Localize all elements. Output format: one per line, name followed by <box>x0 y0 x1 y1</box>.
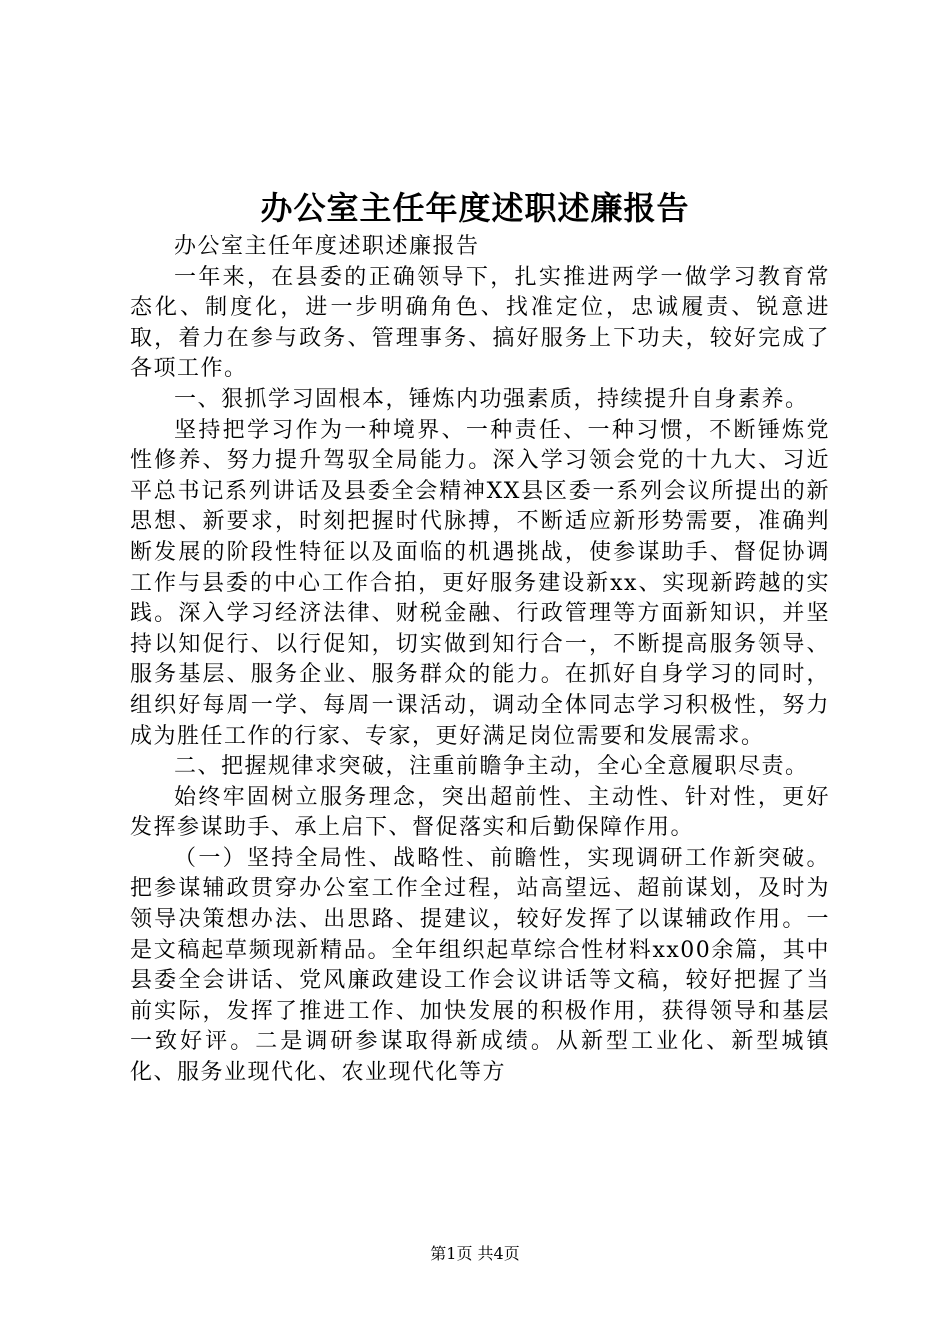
paragraph-research: （一）坚持全局性、战略性、前瞻性，实现调研工作新突破。把参谋辅政贯穿办公室工作全过程，站高望远、超前谋划，及时为领导决策想办法、出思路、提建议，较好发挥了以谋辅政作用。一是文稿起草频现新精品。全年组织起草综合性材料xx00余篇，其中县委全会讲话、党风廉政建设工作会议讲话等文稿，较好把握了当前实际，发挥了推进工作、加快发展的积极作用，获得领导和基层一致好评。二是调研参谋取得新成绩。从新型工业化、新型城镇化、服务业现代化、农业现代化等方 <box>130 845 830 1086</box>
document-body <box>130 232 830 1089</box>
paragraph-study: 坚持把学习作为一种境界、一种责任、一种习惯，不断锤炼党性修养、努力提升驾驭全局能力。深入学习领会党的十九大、习近平总书记系列讲话及县委全会精神XX县区委一系列会议所提出的新思想、新要求，时刻把握时代脉搏，不断适应新形势需要，准确判断发展的阶段性特征以及面临的机遇挑战，使参谋助手、督促协调工作与县委的中心工作合拍，更好服务建设新xx、实现新跨越的实践。深入学习经济法律、财税金融、行政管理等方面新知识，并坚持以知促行、以行促知，切实做到知行合一，不断提高服务领导、服务基层、服务企业、服务群众的能力。在抓好自身学习的同时，组织好每周一学、每周一课活动，调动全体同志学习积极性，努力成为胜任工作的行家、专家，更好满足岗位需要和发展需求。 <box>130 417 830 749</box>
section-heading-1: 一、狠抓学习固根本，锤炼内功强素质，持续提升自身素养。 <box>174 386 809 412</box>
paragraph-intro: 一年来，在县委的正确领导下，扎实推进两学一做学习教育常态化、制度化，进一步明确角色、找准定位，忠诚履责、锐意进取，着力在参与政务、管理事务、搞好服务上下功夫，较好完成了各项工作。 <box>130 264 830 382</box>
paragraph-subtitle: 办公室主任年度述职述廉报告 <box>174 234 480 259</box>
paragraph-service: 始终牢固树立服务理念，突出超前性、主动性、针对性，更好发挥参谋助手、承上启下、督促落实和后勤保障作用。 <box>130 784 830 841</box>
section-heading-2: 二、把握规律求突破，注重前瞻争主动，全心全意履职尽责。 <box>174 754 809 780</box>
document-title: 办公室主任年度述职述廉报告 <box>260 189 690 227</box>
page-footer: 第1页 共4页 <box>430 1244 520 1263</box>
